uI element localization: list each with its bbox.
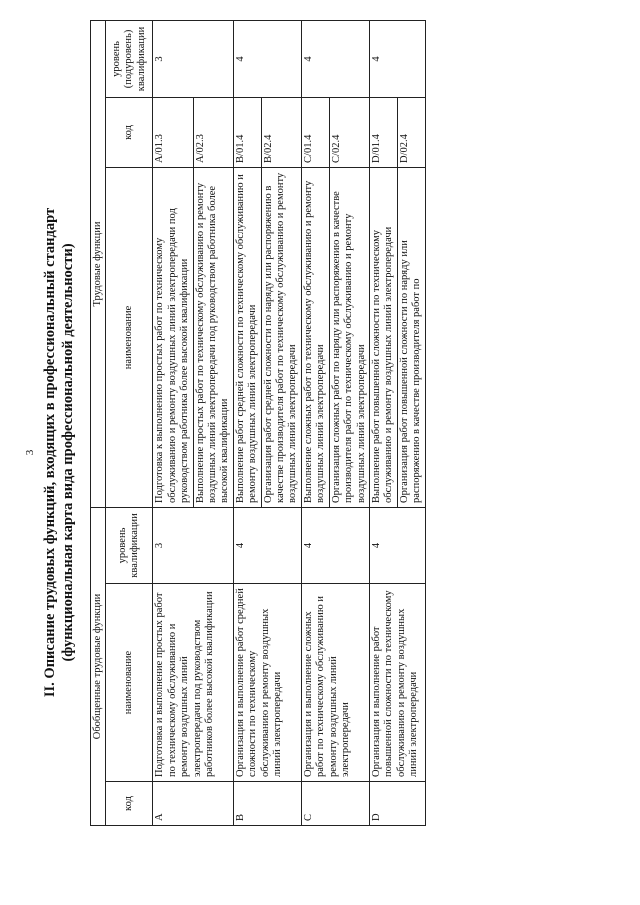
table-row [153,20,193,825]
function-code: D/02.4 [397,97,425,167]
function-name: Выполнение сложных работ по техническому обслуживанию и ремонту воздушных линий электропередачи [301,167,329,507]
page-number: 3 [24,449,36,456]
group-level: 4 [301,507,369,583]
group-code: B [233,782,301,826]
group-code: C [301,782,369,826]
header-row-bottom [106,20,153,825]
section-subtitle: (функциональная карта вида профессиональной деятельности) [60,243,76,662]
function-level-header: уровень (подуровень) квалификации [106,20,153,97]
function-level: 4 [233,20,301,97]
function-name: Выполнение работ повышенной сложности по техническому обслуживанию и ремонту воздушных линий электропередачи [369,167,397,507]
code-header: код [106,782,153,826]
function-level: 4 [369,20,425,97]
function-name-header: наименование [106,167,153,507]
function-code: B/02.4 [261,97,301,167]
table-row [369,20,397,825]
group-level: 4 [369,507,425,583]
table-row [301,20,329,825]
group-name: Подготовка и выполнение простых работ по техническому обслуживанию и ремонту воздушных линий электропередачи под руководством работников более высокой квалификации [153,584,233,782]
group-name: Организация и выполнение работ средней сложности по техническому обслуживанию и ремонту воздушных линий электропередачи [233,584,301,782]
function-name: Подготовка к выполнению простых работ по техническому обслуживанию и ремонту воздушных линий электропередачи под руководством работника более высокой квалификации [153,167,193,507]
function-name: Выполнение работ средней сложности по техническому обслуживанию и ремонту воздушных линий электропередачи [233,167,261,507]
function-code: D/01.4 [369,97,397,167]
group-name: Организация и выполнение сложных работ по техническому обслуживанию и ремонту воздушных линий электропередачи [301,584,369,782]
group-code: D [369,782,425,826]
labor-functions-header: Трудовые функции [91,20,106,507]
table-row [233,20,261,825]
section-title: II. Описание трудовых функций, входящих в профессиональный стандарт [42,207,58,698]
name-header: наименование [106,584,153,782]
function-name: Организация сложных работ по наряду или распоряжению в качестве производителя работ по техническому обслуживанию и ремонту воздушных линий электропередачи [329,167,369,507]
function-code: A/02.3 [193,97,233,167]
function-code: C/01.4 [301,97,329,167]
function-code: C/02.4 [329,97,369,167]
function-name: Организация работ повышенной сложности по наряду или распоряжению в качестве производителя работ по [397,167,425,507]
header-row-top [91,20,106,825]
function-level: 4 [301,20,369,97]
function-name: Выполнение простых работ по техническому обслуживанию и ремонту воздушных линий электропередачи под руководством работника более высокой квалификации [193,167,233,507]
function-code-header: код [106,97,153,167]
functional-map-table [90,20,426,826]
function-code: A/01.3 [153,97,193,167]
group-name: Организация и выполнение работ повышенной сложности по техническому обслуживанию и ремонту воздушных линий электропередачи [369,584,425,782]
group-level: 3 [153,507,233,583]
function-name: Организация работ средней сложности по наряду или распоряжению в качестве производителя работ по техническому обслуживанию и ремонту воздушных линий электропередачи [261,167,301,507]
group-code: A [153,782,233,826]
level-header: уровень квалификации [106,507,153,583]
generalized-functions-header: Обобщенные трудовые функции [91,507,106,825]
function-code: B/01.4 [233,97,261,167]
function-level: 3 [153,20,233,97]
group-level: 4 [233,507,301,583]
